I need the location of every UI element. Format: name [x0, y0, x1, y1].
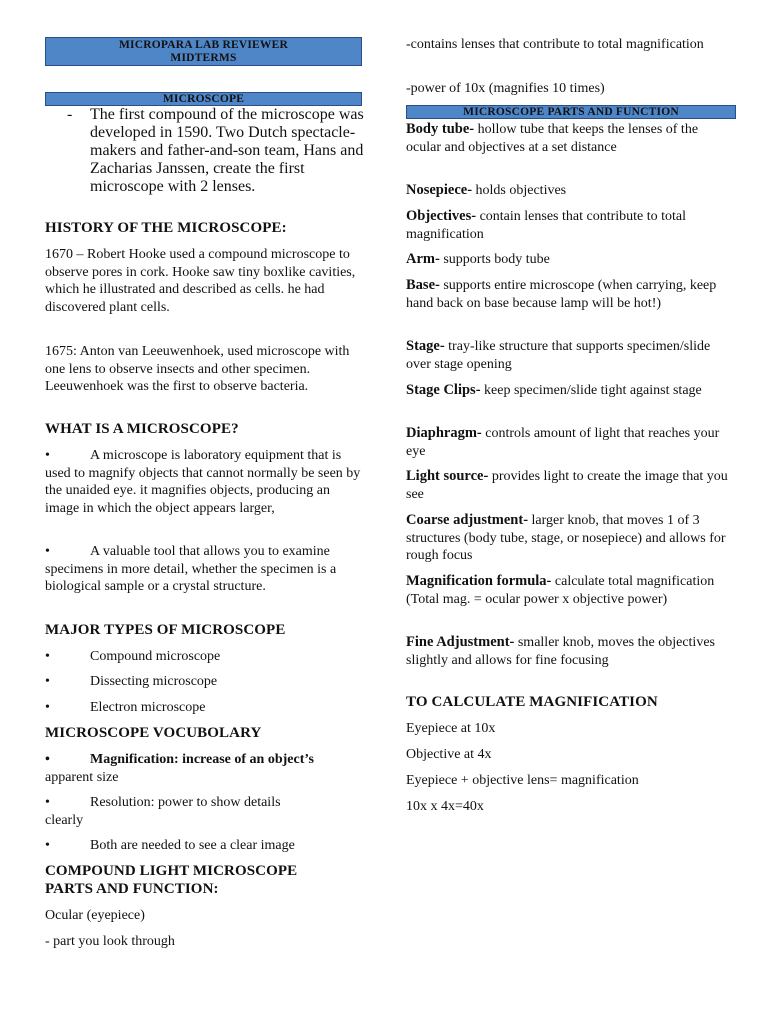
part-term: Arm- [406, 251, 440, 267]
types-item-dissecting [45, 673, 363, 691]
compound-heading [45, 863, 365, 898]
part-term: Objectives- [406, 208, 477, 224]
part-desc: supports entire microscope (when carrying, keep hand back on base because lamp will be hot!) [406, 278, 717, 311]
bullet-mark: • [45, 448, 50, 463]
bullet-mark: • [45, 544, 50, 559]
types-heading: MAJOR TYPES OF MICROSCOPE [45, 622, 286, 638]
vocab-both-text: Both are needed to see a clear image [90, 838, 295, 853]
vocab-item-magnification [45, 751, 363, 786]
ocular-look-through: - part you look through [45, 934, 175, 949]
part-desc: calculate total magnification (Total mag. = ocular power x objective power) [406, 574, 715, 607]
compound-heading-line-2: PARTS AND FUNCTION: [45, 880, 219, 897]
calc-result: 10x x 4x=40x [406, 799, 484, 814]
part-coarse-adjustment [406, 512, 728, 565]
types-item-text: Compound microscope [90, 649, 221, 664]
what-is-bullet-2-text: A valuable tool that allows you to examine specimens in more detail, whether the specimen is a biological sample or a crystal structure. [45, 544, 337, 594]
types-item-text: Electron microscope [90, 700, 206, 715]
history-paragraph-1: 1670 – Robert Hooke used a compound microscope to observe pores in cork. Hooke saw tiny boxlike cavities, which he illustrated and described as cells. he had discovered plant cells. [45, 247, 356, 315]
title-banner [45, 37, 362, 66]
part-light-source [406, 468, 728, 503]
part-magnification-formula [406, 573, 728, 608]
part-term: Magnification formula- [406, 573, 552, 589]
part-term: Stage- [406, 338, 445, 354]
part-term: Light source- [406, 468, 489, 484]
part-desc: hollow tube that keeps the lenses of the ocular and objectives at a set distance [406, 122, 699, 155]
parts-banner: MICROSCOPE PARTS AND FUNCTION [406, 105, 736, 119]
part-term: Body tube- [406, 121, 475, 137]
calc-eyepiece: Eyepiece at 10x [406, 721, 496, 736]
intro-text: The first compound of the microscope was developed in 1590. Two Dutch spectacle-makers and father-and-son team, Hans and Zacharias Janssen, create the first microscope with 2 lenses. [90, 106, 364, 195]
ocular-contains-lenses: -contains lenses that contribute to total magnification [406, 37, 704, 52]
part-term: Base- [406, 277, 440, 293]
microscope-banner: MICROSCOPE [45, 92, 362, 106]
bullet-mark: • [45, 649, 50, 664]
part-desc: larger knob, that moves 1 of 3 structures (body tube, stage, or nosepiece) and allows for rough focus [406, 513, 726, 563]
part-term: Fine Adjustment- [406, 634, 515, 650]
part-nosepiece [406, 182, 728, 200]
part-body-tube [406, 121, 728, 156]
part-desc: supports body tube [439, 252, 550, 267]
ocular-label: Ocular (eyepiece) [45, 908, 145, 923]
part-term: Nosepiece- [406, 182, 473, 198]
part-stage-clips [406, 382, 728, 400]
compound-heading-line-1: COMPOUND LIGHT MICROSCOPE [45, 863, 298, 879]
vocab-heading: MICROSCOPE VOCUBOLARY [45, 725, 262, 741]
part-desc: controls amount of light that reaches your eye [406, 426, 720, 459]
history-heading: HISTORY OF THE MICROSCOPE: [45, 220, 287, 236]
types-item-text: Dissecting microscope [90, 674, 218, 689]
part-objectives [406, 208, 728, 243]
what-is-bullet-1-text: A microscope is laboratory equipment that is used to magnify objects that cannot normally be seen by the unaided eye. it magnifies objects, producing an image in which the object appears larger, [45, 448, 361, 516]
title-line-1: MICROPARA LAB REVIEWER [118, 39, 289, 51]
part-term: Diaphragm- [406, 425, 482, 441]
bullet-mark: • [45, 838, 50, 853]
what-is-bullet-1 [45, 447, 363, 517]
intro-dash: - [67, 106, 73, 123]
vocab-resolution-line: Resolution: power to show details [90, 795, 281, 810]
part-fine-adjustment [406, 634, 728, 669]
part-term: Coarse adjustment- [406, 512, 529, 528]
vocab-magnification-cont: apparent size [45, 769, 119, 785]
intro-item [45, 106, 365, 196]
part-stage [406, 338, 728, 373]
part-desc: contain lenses that contribute to total magnification [406, 209, 687, 242]
bullet-mark: • [45, 795, 50, 810]
part-desc: smaller knob, moves the objectives slightly and allows for fine focusing [406, 635, 715, 668]
vocab-magnification-line: Magnification: increase of an object’s [90, 752, 314, 767]
bullet-mark: • [45, 700, 50, 715]
part-desc: holds objectives [472, 183, 567, 198]
what-is-heading: WHAT IS A MICROSCOPE? [45, 421, 239, 437]
vocab-resolution-cont: clearly [45, 812, 84, 828]
bullet-mark: • [45, 674, 50, 689]
types-item-compound [45, 648, 363, 666]
calc-heading: TO CALCULATE MAGNIFICATION [406, 694, 658, 710]
history-paragraph-2: 1675: Anton van Leeuwenhoek, used microscope with one lens to observe insects and other specimen. Leeuwenhoek was the first to observe bacteria. [45, 344, 350, 394]
title-line-2: MIDTERMS [170, 52, 237, 64]
vocab-item-resolution [45, 794, 363, 829]
part-desc: tray-like structure that supports specimen/slide over stage opening [406, 339, 711, 372]
vocab-item-both [45, 837, 363, 855]
bullet-mark: • [45, 752, 50, 767]
part-arm [406, 251, 728, 269]
calc-formula: Eyepiece + objective lens= magnification [406, 773, 639, 788]
part-diaphragm [406, 425, 728, 460]
part-base [406, 277, 728, 312]
what-is-bullet-2 [45, 543, 363, 596]
part-term: Stage Clips- [406, 382, 481, 398]
types-item-electron [45, 699, 363, 717]
ocular-power: -power of 10x (magnifies 10 times) [406, 81, 605, 96]
part-desc: keep specimen/slide tight against stage [480, 383, 702, 398]
part-desc: provides light to create the image that you see [406, 469, 728, 502]
calc-objective: Objective at 4x [406, 747, 492, 762]
